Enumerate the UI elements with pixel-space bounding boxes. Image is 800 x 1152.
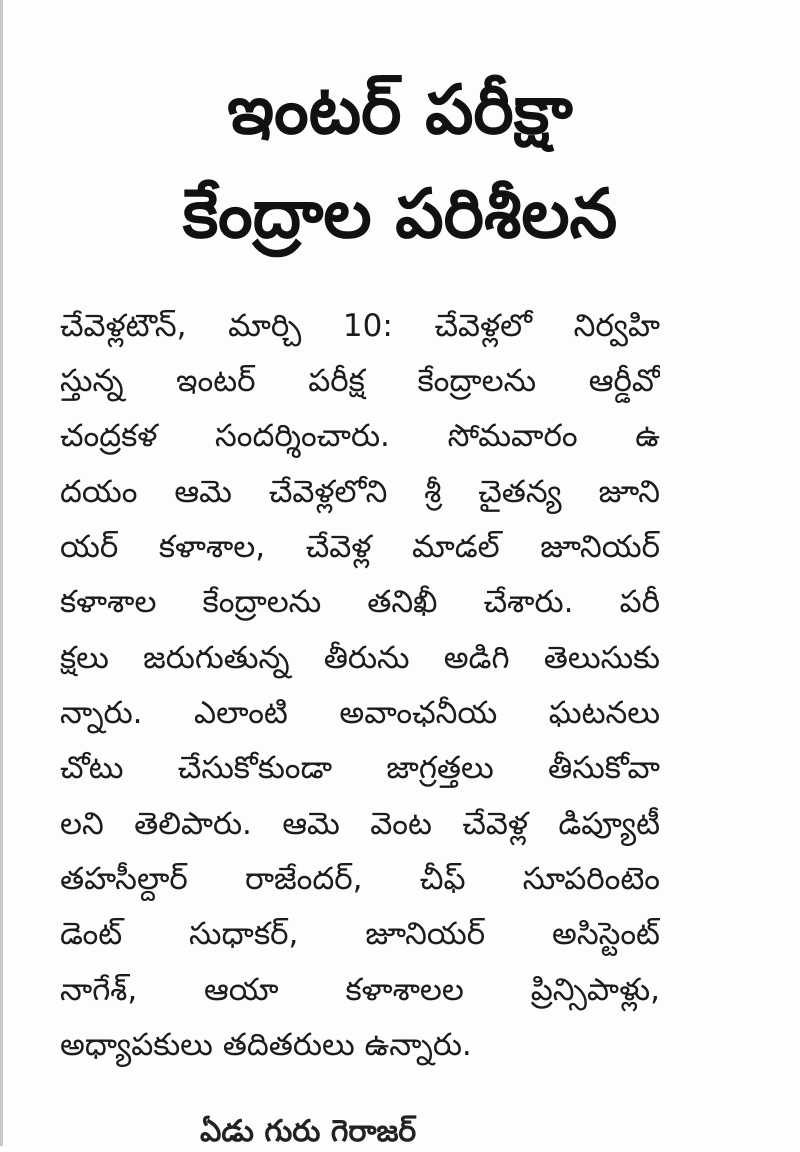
body-line: నాగేశ్, ఆయా కళాశాలల ప్రిన్సిపాళ్లు,	[60, 972, 660, 1008]
headline-line-2: కేంద్రాల పరిశీలన	[182, 175, 618, 254]
body-line: స్తున్న ఇంటర్ పరీక్ష కేంద్రాలను ఆర్డీవో	[60, 363, 660, 399]
next-article-headline: ఏడు గురు గెరాజర్	[200, 1114, 417, 1149]
body-line: అధ్యాపకులు తదితరులు ఉన్నారు.	[60, 1027, 472, 1063]
body-line: దయం ఆమె చేవెళ్లలోని శ్రీ చైతన్య జూని	[60, 474, 660, 510]
body-line: చోటు చేసుకోకుండా జాగ్రత్తలు తీసుకోవా	[60, 750, 660, 786]
body-line: కళాశాల కేంద్రాలను తనిఖీ చేశారు. పరీ	[60, 584, 660, 620]
body-line: న్నారు. ఎలాంటి అవాంఛనీయ ఘటనలు	[60, 695, 660, 731]
body-line: చంద్రకళ సందర్శించారు. సోమవారం ఉ	[60, 418, 660, 454]
body-line: తహసీల్దార్ రాజేందర్, చీఫ్ సూపరింటెం	[60, 861, 660, 897]
body-line: చేవెళ్లటౌన్, మార్చి 10: చేవెళ్లలో నిర్వహి	[60, 308, 660, 344]
body-line: లని తెలిపారు. ఆమె వెంట చేవెళ్ల డిప్యూటీ	[60, 806, 660, 842]
body-line: క్షలు జరుగుతున్న తీరును అడిగి తెలుసుకు	[60, 640, 660, 676]
body-line: యర్ కళాశాల, చేవెళ్ల మాడల్ జూనియర్	[60, 529, 660, 565]
column-divider	[0, 0, 3, 1146]
headline-line-1: ఇంటర్ పరీక్షా	[227, 71, 573, 150]
body-line: డెంట్ సుధాకర్, జూనియర్ అసిస్టెంట్	[60, 916, 660, 952]
